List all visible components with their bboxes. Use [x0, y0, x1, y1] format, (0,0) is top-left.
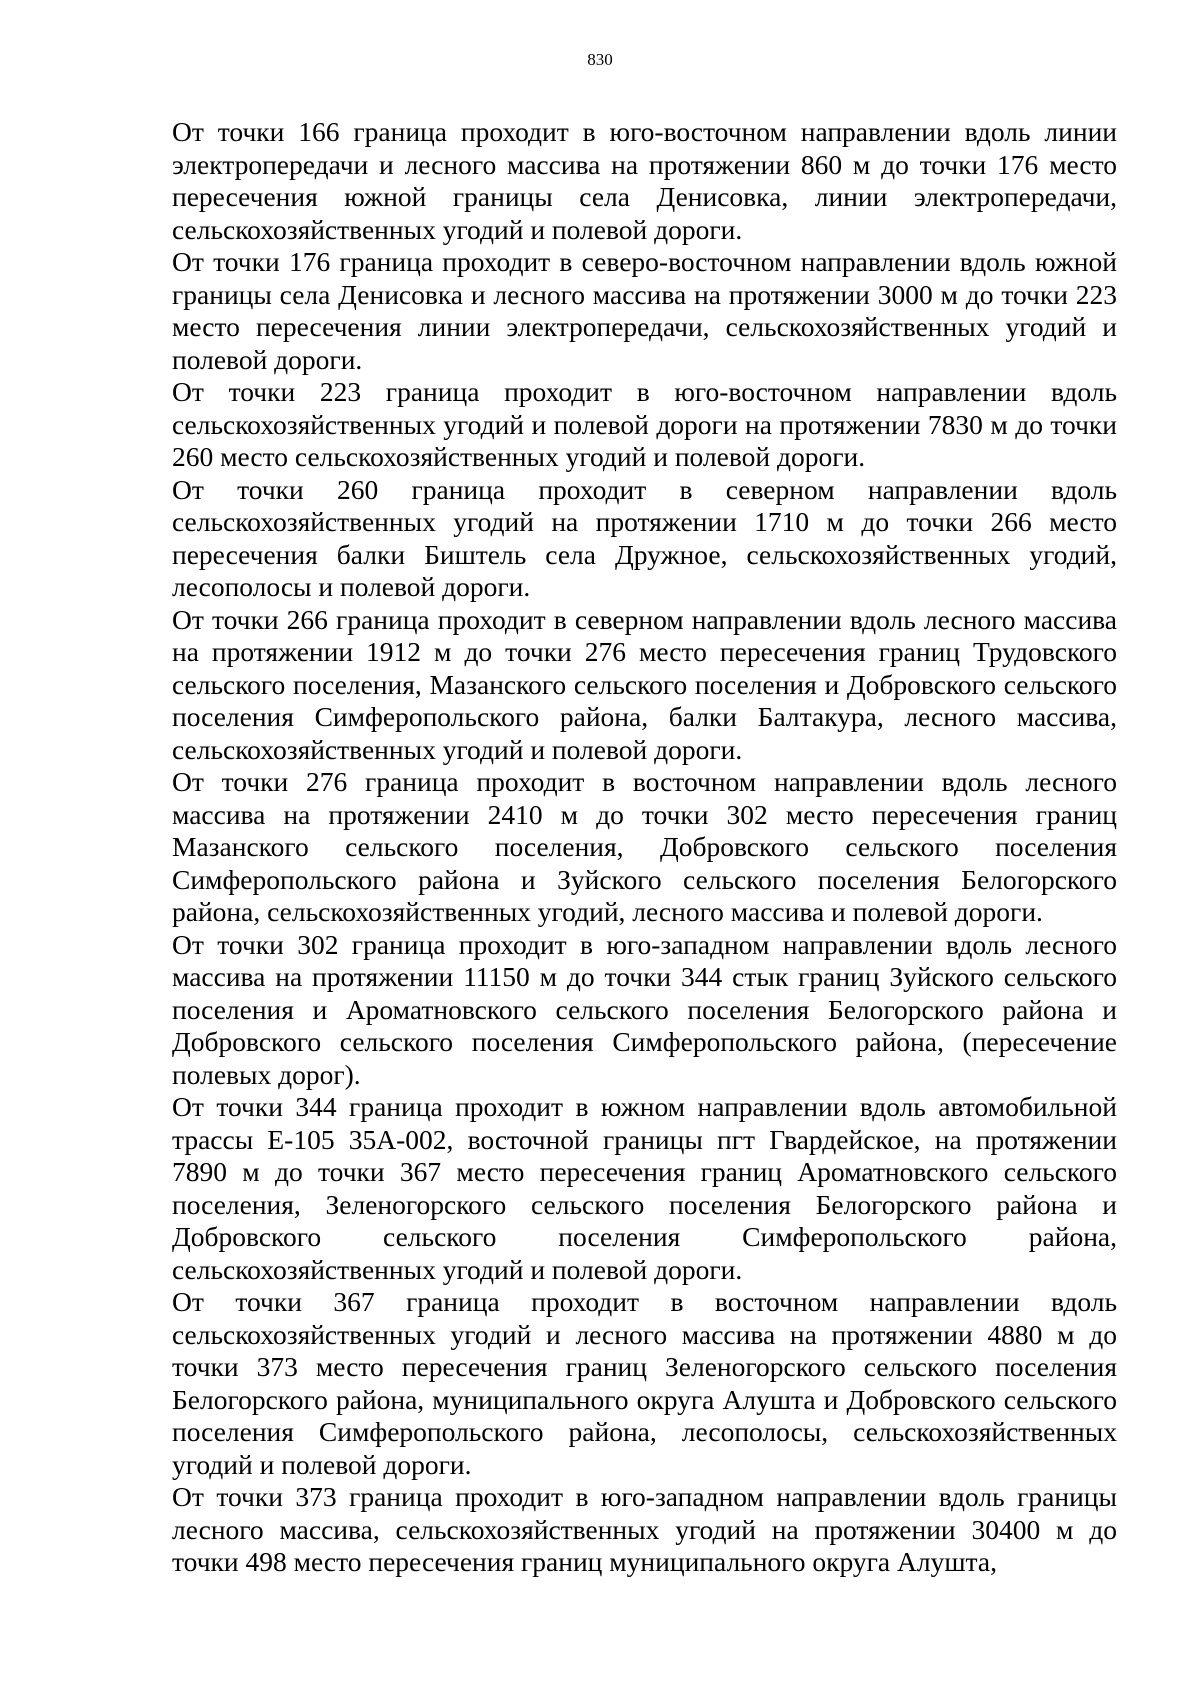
page-number: 830 — [587, 50, 613, 69]
paragraph-point-260: От точки 260 граница проходит в северном направлении вдоль сельскохозяйственных угодий на протяжении 1710 м до точки 266 место пересечения балки Биштель села Дружное, сельскохозяйственных угодий, лесополосы и полевой дороги. — [172, 473, 1117, 602]
paragraph-point-367: От точки 367 граница проходит в восточном направлении вдоль сельскохозяйственных угодий и лесного массива на протяжении 4880 м до точки 373 место пересечения границ Зеленогорского сельского поселения Белогорского района, муниципального округа Алушта и Добровского сельского поселения Симферопольского района, лесополосы, сельскохозяйственных угодий и полевой дороги. — [172, 1286, 1117, 1480]
paragraph-point-166: От точки 166 граница проходит в юго-восточном направлении вдоль линии электропередачи и лесного массива на протяжении 860 м до точки 176 место пересечения южной границы села Денисовка, линии электропередачи, сельскохозяйственных угодий и полевой дороги. — [172, 116, 1117, 245]
paragraph-point-276: От точки 276 граница проходит в восточном направлении вдоль лесного массива на протяжении 2410 м до точки 302 место пересечения границ Мазанского сельского поселения, Добровского сельского поселения Симферопольского района и Зуйского сельского поселения Белогорского района, сельскохозяйственных угодий, лесного массива и полевой дороги. — [172, 766, 1117, 927]
paragraph-point-344: От точки 344 граница проходит в южном направлении вдоль автомобильной трассы Е-105 35А-002, восточной границы пгт Гвардейское, на протяжении 7890 м до точки 367 место пересечения границ Ароматновского сельского поселения, Зеленогорского сельского поселения Белогорского района и Добровского сельского поселения Симферопольского района, сельскохозяйственных угодий и полевой дороги. — [172, 1091, 1117, 1285]
paragraph-point-223: От точки 223 граница проходит в юго-восточном направлении вдоль сельскохозяйственных угодий и полевой дороги на протяжении 7830 м до точки 260 место сельскохозяйственных угодий и полевой дороги. — [172, 376, 1117, 472]
paragraph-point-373: От точки 373 граница проходит в юго-западном направлении вдоль границы лесного массива, сельскохозяйственных угодий на протяжении 30400 м до точки 498 место пересечения границ муниципального округа Алушта, — [172, 1481, 1117, 1577]
paragraph-point-302: От точки 302 граница проходит в юго-западном направлении вдоль лесного массива на протяжении 11150 м до точки 344 стык границ Зуйского сельского поселения и Ароматновского сельского поселения Белогорского района и Добровского сельского поселения Симферопольского района, (пересечение полевых дорог). — [172, 928, 1117, 1090]
document-body — [172, 116, 1117, 1579]
paragraph-point-176: От точки 176 граница проходит в северо-восточном направлении вдоль южной границы села Денисовка и лесного массива на протяжении 3000 м до точки 223 место пересечения линии электропередачи, сельскохозяйственных угодий и полевой дороги. — [172, 246, 1117, 375]
paragraph-point-266: От точки 266 граница проходит в северном направлении вдоль лесного массива на протяжении 1912 м до точки 276 место пересечения границ Трудовского сельского поселения, Мазанского сельского поселения и Добровского сельского поселения Симферопольского района, балки Балтакура, лесного массива, сельскохозяйственных угодий и полевой дороги. — [172, 603, 1117, 765]
